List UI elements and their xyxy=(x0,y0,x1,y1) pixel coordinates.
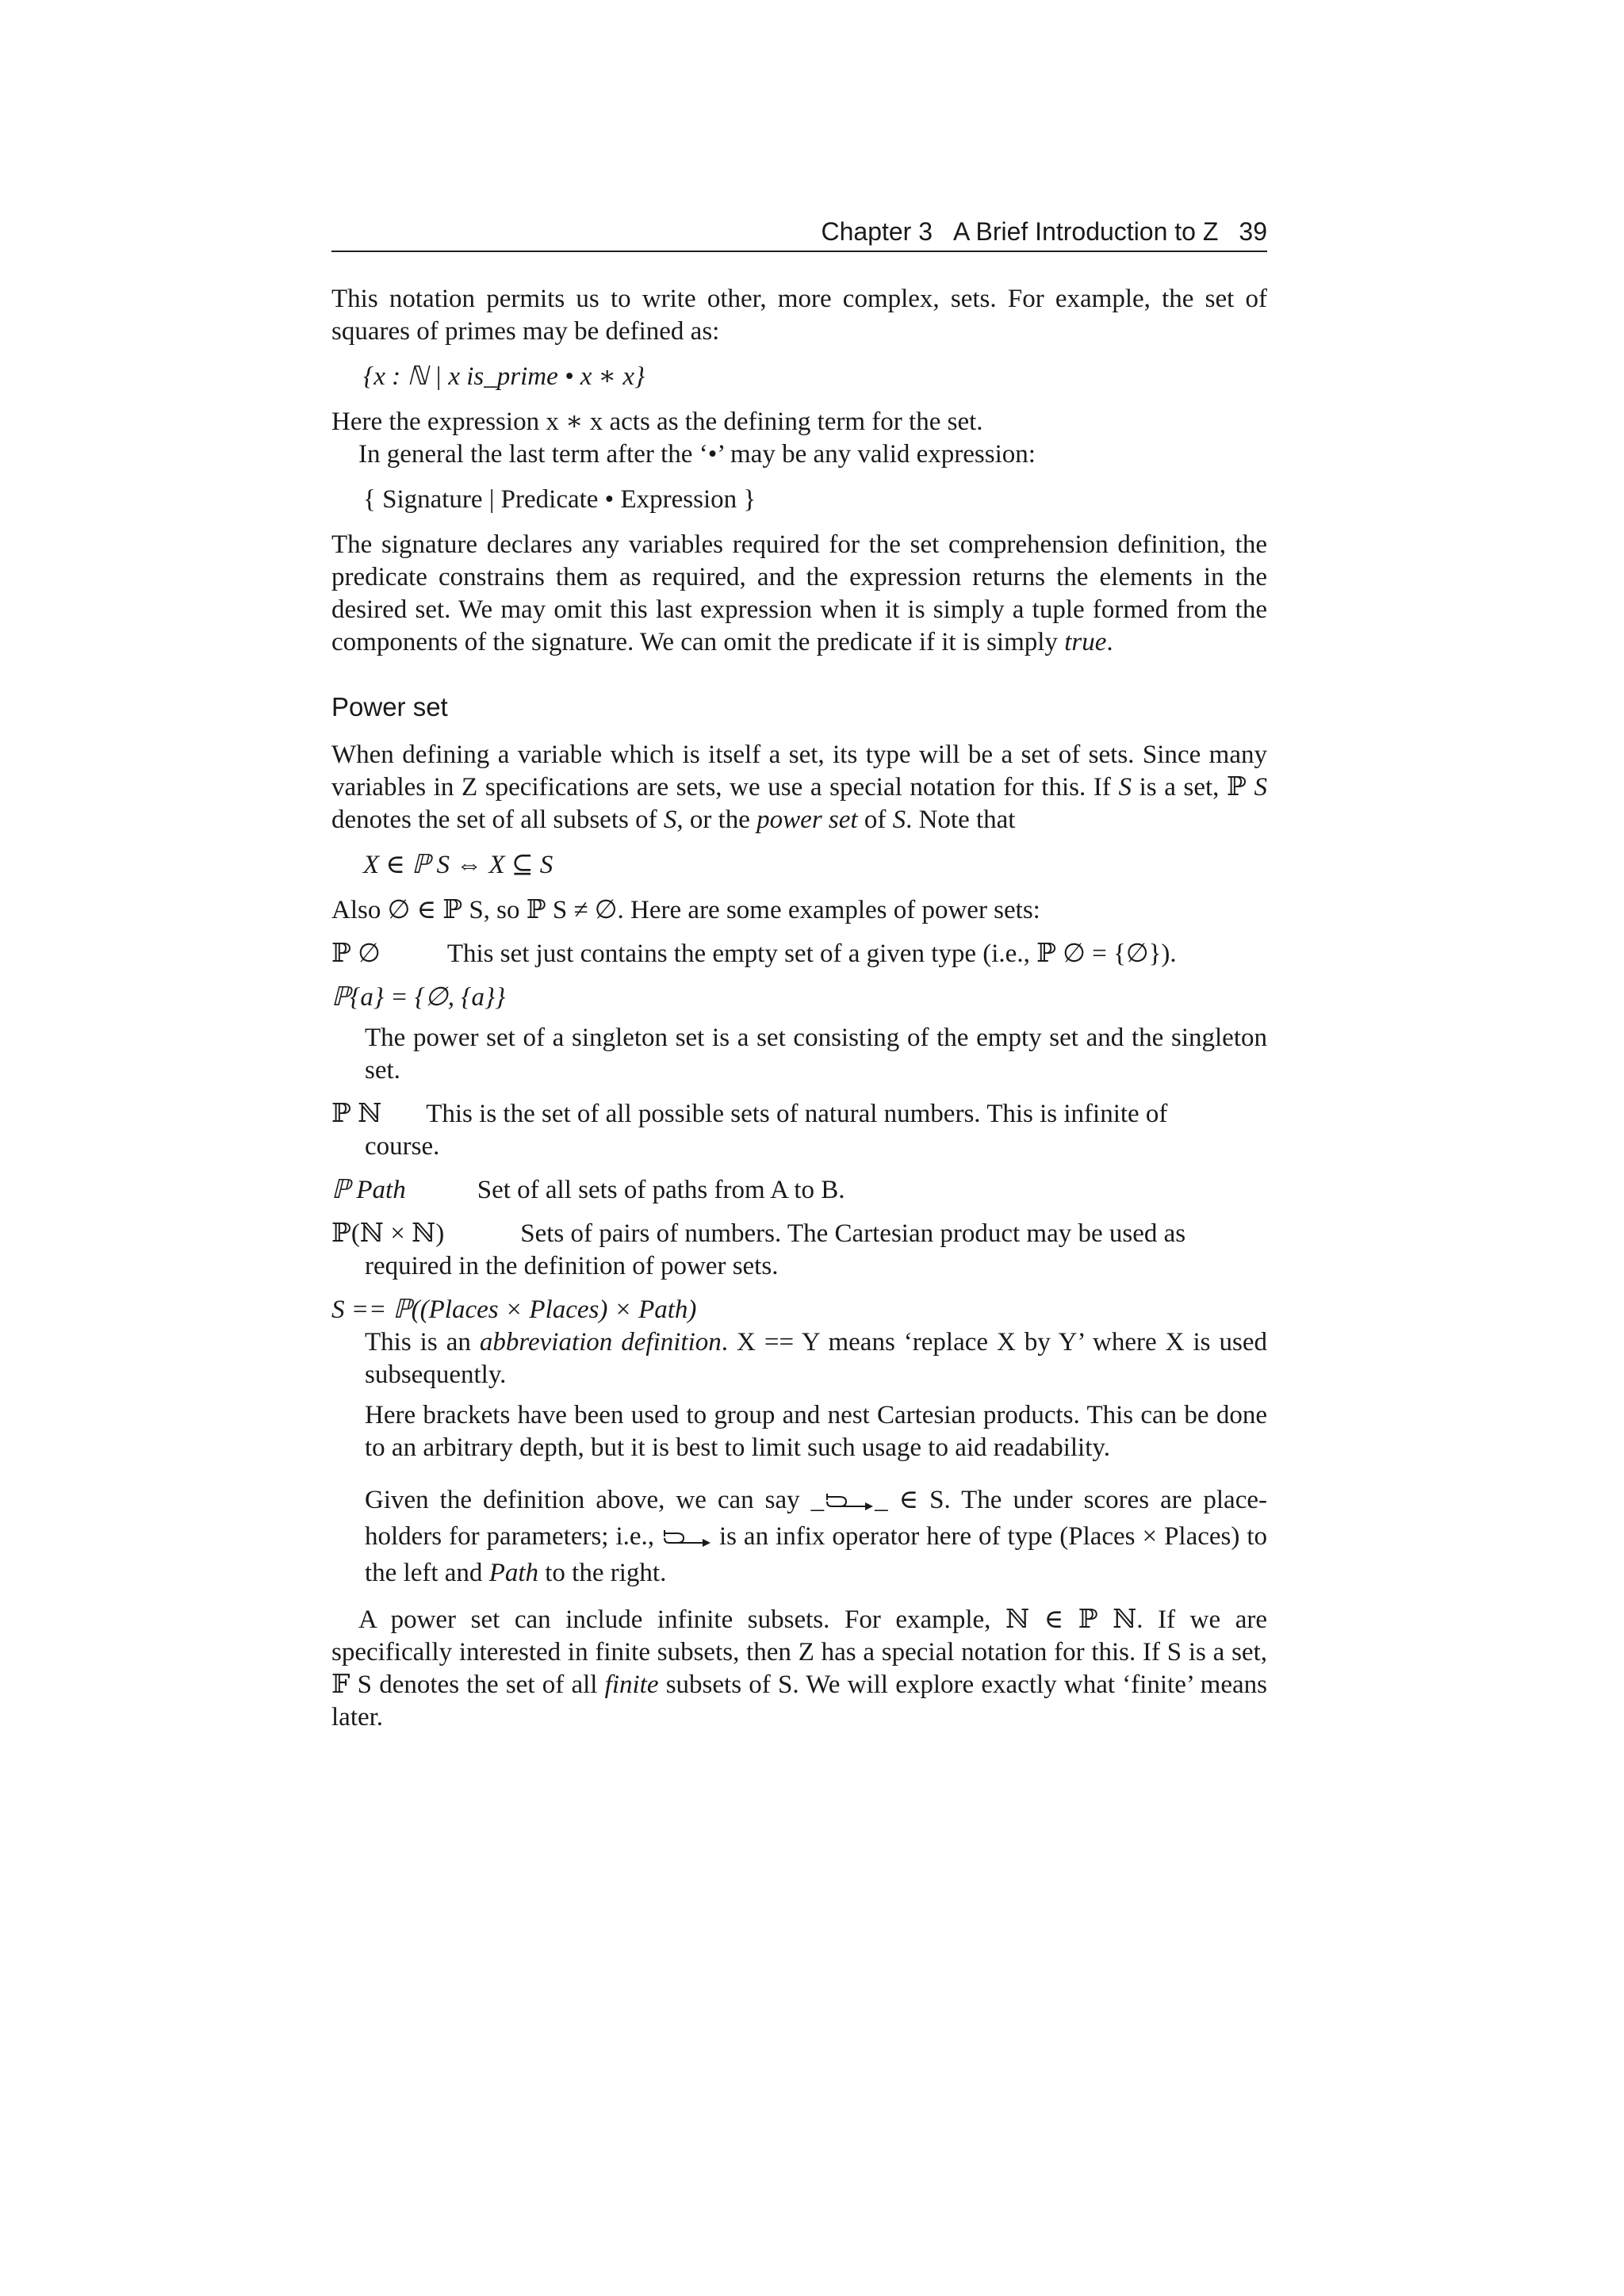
example-item xyxy=(331,982,1267,1087)
finite-subsets-paragraph: A power set can include infinite subsets. For example, ℕ ∈ ℙ ℕ. If we are specifically interested in finite subsets, then Z has a special notation for this. If S is a set, 𝔽 S denotes the set of all finite subsets of S. We will explore exactly what ‘finite’ means later. xyxy=(331,1605,1267,1732)
power-set-equivalence: X ∈ ℙ S ⇔ X ⊆ S xyxy=(363,851,553,879)
brackets-paragraph: Here brackets have been used to group and nest Cartesian products. This can be done to an arbitrary depth, but it is best to limit such usage to aid readability. xyxy=(365,1401,1267,1462)
example-description-cont: course. xyxy=(365,1132,440,1161)
abbreviation-description: This is an abbreviation definition. X == Y means ‘replace X by Y’ where X is used subsequently. xyxy=(365,1328,1268,1389)
example-item xyxy=(331,1174,1267,1207)
defining-term-sentence: Here the expression x ∗ x acts as the defining term for the set. xyxy=(331,408,983,436)
intro-paragraph: This notation permits us to write other, more complex, sets. For example, the set of squares of primes may be defined as: xyxy=(331,285,1267,346)
power-set-paragraph: When defining a variable which is itself a set, its type will be a set of sets. Since many variables in Z specifications are sets, we use a special notation for this. If S is a set, ℙ S denotes the set of all subsets of S, or the power set of S. Note that xyxy=(331,740,1267,834)
chapter-title: A Brief Introduction to Z xyxy=(953,217,1219,246)
example-term: ℙ ℕ xyxy=(331,1100,382,1128)
general-form-display: { Signature | Predicate • Expression } xyxy=(363,485,756,514)
infix-paragraph: Given the definition above, we can say _ _ ∈ S. The under scores are place-holders for parameters; i.e., is an infix operator here of type (Places × Places) to the left and Path to the right. xyxy=(365,1486,1267,1587)
chapter-label: Chapter 3 xyxy=(821,217,933,246)
general-form-sentence: In general the last term after the ‘•’ may be any valid expression: xyxy=(358,440,1036,469)
abbreviation-term: S == ℙ((Places × Places) × Path) xyxy=(331,1295,697,1324)
example-item xyxy=(331,1218,1267,1283)
example-item xyxy=(331,938,1267,970)
example-item xyxy=(331,1098,1267,1163)
example-description: Sets of pairs of numbers. The Cartesian product may be used as xyxy=(520,1219,1186,1248)
example-description: This set just contains the empty set of a given type (i.e., ℙ ∅ = {∅}). xyxy=(446,939,1177,968)
example-term: ℙ(ℕ × ℕ) xyxy=(331,1219,445,1248)
set-comprehension-example: {x : ℕ | x is_prime • x ∗ x} xyxy=(363,362,645,391)
partial-injection-arrow-icon xyxy=(824,1490,875,1513)
example-description: The power set of a singleton set is a set consisting of the empty set and the singleton set. xyxy=(365,1024,1267,1085)
power-set-examples-intro: Also ∅ ∈ ℙ S, so ℙ S ≠ ∅. Here are some examples of power sets: xyxy=(331,896,1040,924)
page-body xyxy=(331,283,1267,1734)
running-header xyxy=(331,212,1267,252)
example-description: Set of all sets of paths from A to B. xyxy=(477,1176,845,1204)
example-description: This is the set of all possible sets of natural numbers. This is infinite of xyxy=(426,1100,1168,1128)
example-term: ℙ Path xyxy=(331,1176,406,1204)
page-number: 39 xyxy=(1239,217,1267,246)
abbreviation-item xyxy=(331,1294,1267,1591)
example-description-cont: required in the definition of power sets. xyxy=(365,1252,779,1280)
signature-paragraph: The signature declares any variables required for the set comprehension definition, the predicate constrains them as required, and the expression returns the elements in the desired set. We may omit this last expression when it is simply a tuple formed from the components of the signature. We can omit the predicate if it is simply true. xyxy=(331,530,1267,656)
example-term: ℙ ∅ xyxy=(331,939,381,968)
section-heading-power-set: Power set xyxy=(331,692,448,721)
partial-injection-arrow-icon xyxy=(661,1527,712,1549)
example-term: ℙ{a} = {∅, {a}} xyxy=(331,983,506,1012)
